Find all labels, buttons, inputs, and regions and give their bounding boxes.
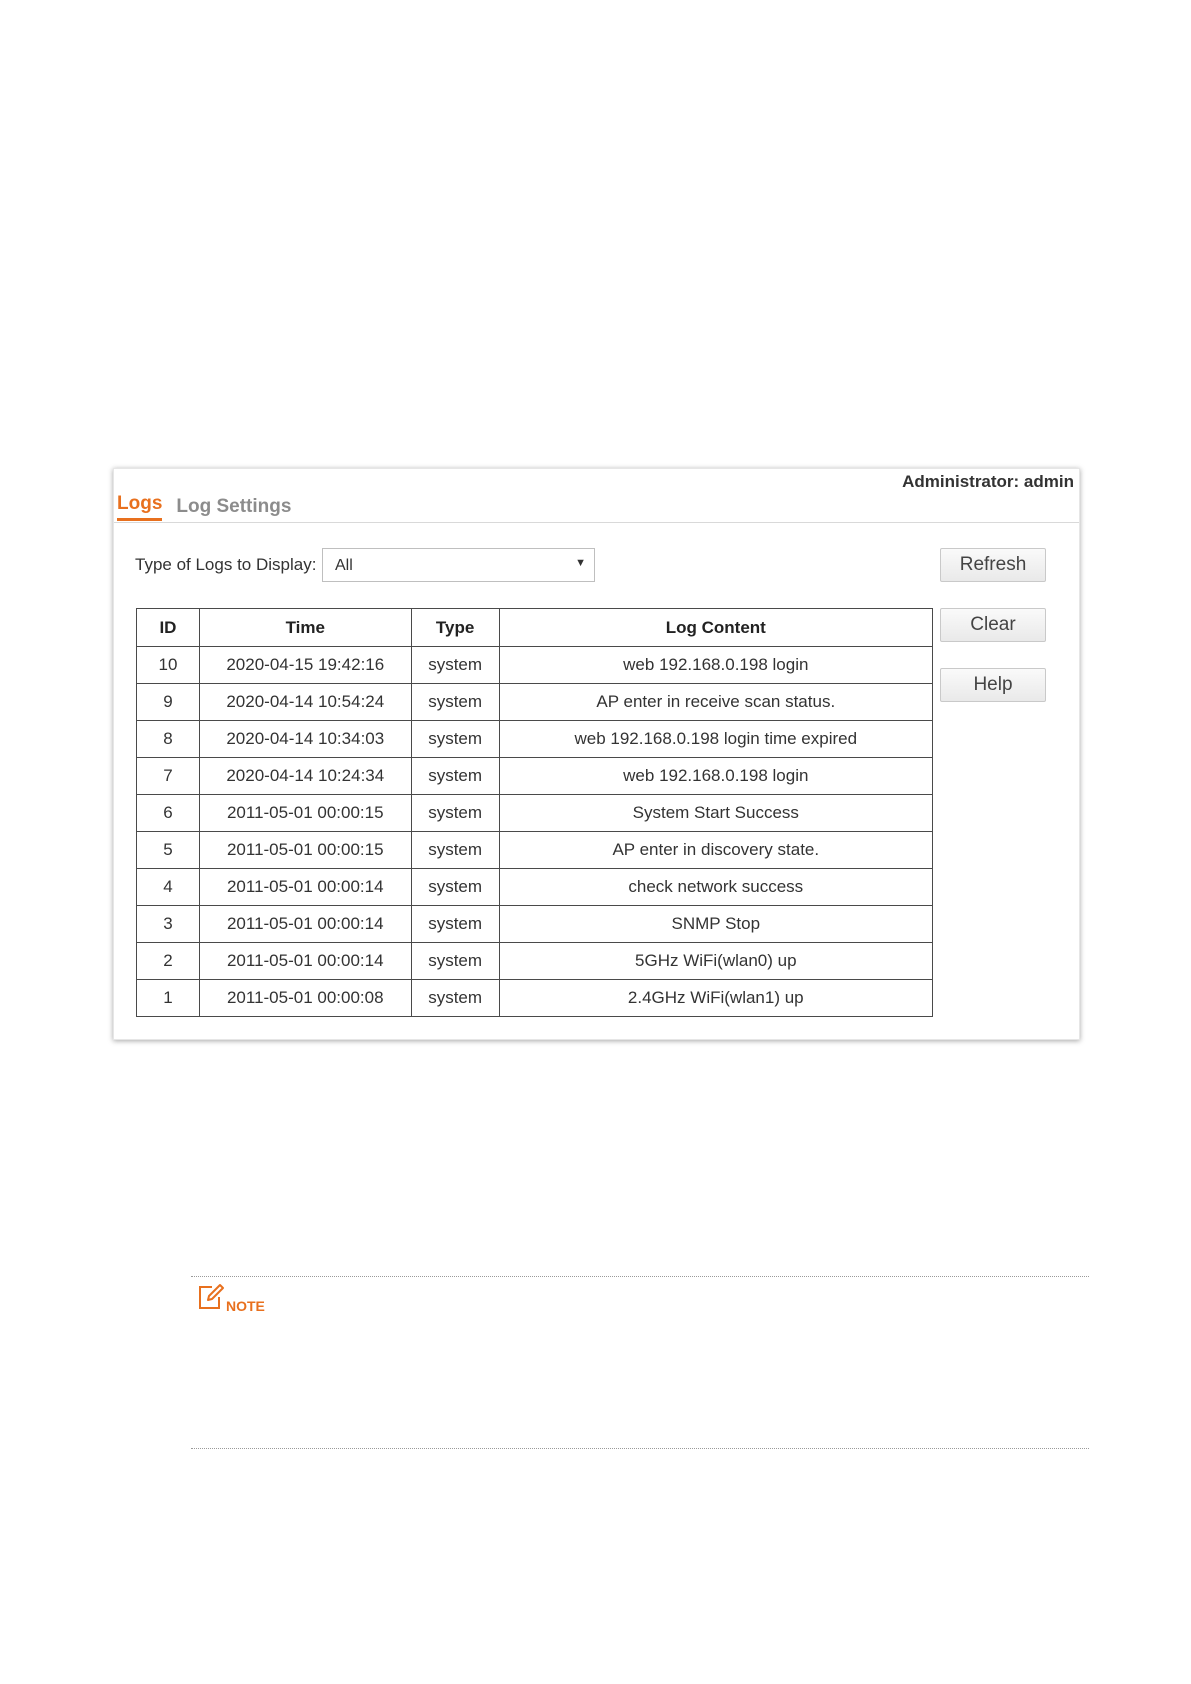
tab-bar — [117, 493, 305, 521]
cell-type: system — [411, 721, 499, 758]
cell-log-content: AP enter in discovery state. — [499, 832, 932, 869]
cell-log-content: web 192.168.0.198 login time expired — [499, 721, 932, 758]
cell-type: system — [411, 906, 499, 943]
cell-log-content: 2.4GHz WiFi(wlan1) up — [499, 980, 932, 1017]
log-table — [136, 608, 933, 1017]
column-header-time: Time — [199, 609, 411, 647]
cell-id: 4 — [137, 869, 200, 906]
cell-id: 5 — [137, 832, 200, 869]
log-type-label: Type of Logs to Display: — [135, 555, 317, 574]
tab-log-settings[interactable]: Log Settings — [176, 496, 292, 517]
cell-type: system — [411, 980, 499, 1017]
table-row — [137, 869, 933, 906]
cell-time: 2020-04-14 10:54:24 — [199, 684, 411, 721]
table-header-row — [137, 609, 933, 647]
table-row — [137, 906, 933, 943]
clear-button[interactable]: Clear — [940, 608, 1046, 642]
note-bottom-divider — [191, 1448, 1089, 1449]
cell-time: 2011-05-01 00:00:14 — [199, 869, 411, 906]
table-row — [137, 980, 933, 1017]
cell-type: system — [411, 684, 499, 721]
cell-time: 2011-05-01 00:00:14 — [199, 906, 411, 943]
table-row — [137, 647, 933, 684]
cell-log-content: web 192.168.0.198 login — [499, 647, 932, 684]
cell-type: system — [411, 869, 499, 906]
cell-id: 6 — [137, 795, 200, 832]
note-heading — [197, 1283, 265, 1316]
log-type-select[interactable] — [322, 548, 595, 582]
cell-log-content: AP enter in receive scan status. — [499, 684, 932, 721]
cell-time: 2011-05-01 00:00:14 — [199, 943, 411, 980]
cell-id: 10 — [137, 647, 200, 684]
log-panel — [113, 468, 1080, 1040]
tab-logs[interactable]: Logs — [117, 493, 162, 521]
cell-id: 8 — [137, 721, 200, 758]
cell-time: 2020-04-14 10:34:03 — [199, 721, 411, 758]
cell-type: system — [411, 647, 499, 684]
cell-id: 3 — [137, 906, 200, 943]
cell-id: 7 — [137, 758, 200, 795]
table-row — [137, 758, 933, 795]
column-header-id: ID — [137, 609, 200, 647]
log-type-selected-value: All — [335, 557, 353, 574]
cell-id: 1 — [137, 980, 200, 1017]
cell-time: 2011-05-01 00:00:08 — [199, 980, 411, 1017]
cell-id: 9 — [137, 684, 200, 721]
column-header-log-content: Log Content — [499, 609, 932, 647]
table-row — [137, 721, 933, 758]
cell-log-content: SNMP Stop — [499, 906, 932, 943]
refresh-button[interactable]: Refresh — [940, 548, 1046, 582]
cell-type: system — [411, 943, 499, 980]
cell-type: system — [411, 832, 499, 869]
administrator-label: Administrator: admin — [902, 472, 1074, 491]
table-row — [137, 684, 933, 721]
cell-type: system — [411, 795, 499, 832]
cell-time: 2020-04-14 10:24:34 — [199, 758, 411, 795]
help-button[interactable]: Help — [940, 668, 1046, 702]
note-label: NOTE — [226, 1298, 265, 1314]
dropdown-arrow-icon: ▼ — [575, 557, 586, 569]
cell-log-content: System Start Success — [499, 795, 932, 832]
table-row — [137, 943, 933, 980]
note-top-divider — [191, 1276, 1089, 1277]
column-header-type: Type — [411, 609, 499, 647]
table-row — [137, 795, 933, 832]
cell-type: system — [411, 758, 499, 795]
cell-time: 2020-04-15 19:42:16 — [199, 647, 411, 684]
cell-time: 2011-05-01 00:00:15 — [199, 832, 411, 869]
cell-id: 2 — [137, 943, 200, 980]
note-edit-icon — [197, 1283, 225, 1316]
tab-divider — [114, 522, 1079, 523]
cell-time: 2011-05-01 00:00:15 — [199, 795, 411, 832]
table-row — [137, 832, 933, 869]
cell-log-content: check network success — [499, 869, 932, 906]
cell-log-content: 5GHz WiFi(wlan0) up — [499, 943, 932, 980]
cell-log-content: web 192.168.0.198 login — [499, 758, 932, 795]
